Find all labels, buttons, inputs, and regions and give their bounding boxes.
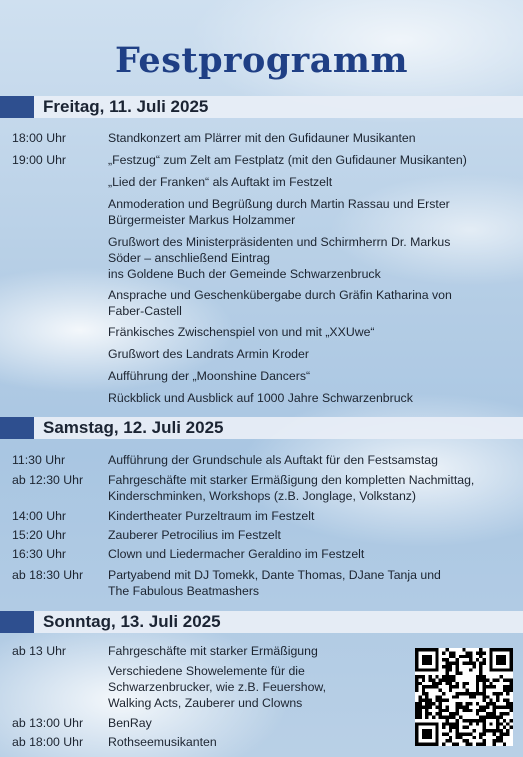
- program-time: 11:30 Uhr: [12, 453, 66, 467]
- description-line: Fahrgeschäfte mit starker Ermäßigung den kompletten Nachmittag,: [108, 473, 475, 487]
- program-description: [108, 234, 513, 282]
- program-description: [108, 472, 513, 504]
- description-line: Bürgermeister Markus Holzammer: [108, 213, 296, 227]
- day-header-friday: [0, 96, 523, 118]
- program-time: ab 18:00 Uhr: [12, 735, 84, 749]
- description-line: Rothseemusikanten: [108, 735, 217, 749]
- day-header-accent: [0, 96, 34, 118]
- program-time: 14:00 Uhr: [12, 509, 67, 523]
- description-line: Standkonzert am Plärrer mit den Gufidauner Musikanten: [108, 131, 416, 145]
- program-time: ab 12:30 Uhr: [12, 473, 84, 487]
- day-header-label: Freitag, 11. Juli 2025: [43, 97, 209, 116]
- day-header-accent: [0, 417, 34, 439]
- description-line: Anmoderation und Begrüßung durch Martin Rassau und Erster: [108, 197, 450, 211]
- description-line: Grußwort des Ministerpräsidenten und Schirmherrn Dr. Markus: [108, 235, 451, 249]
- description-line: Kindertheater Purzeltraum im Festzelt: [108, 509, 315, 523]
- qr-code-icon: [415, 648, 513, 746]
- program-time: 18:00 Uhr: [12, 131, 67, 145]
- description-line: The Fabulous Beatmashers: [108, 584, 260, 598]
- description-line: Zauberer Petrocilius im Festzelt: [108, 528, 281, 542]
- program-time: ab 18:30 Uhr: [12, 568, 84, 582]
- description-line: Verschiedene Showelemente für die: [108, 664, 305, 678]
- description-line: Fahrgeschäfte mit starker Ermäßigung: [108, 644, 318, 658]
- description-line: „Lied der Franken“ als Auftakt im Festzelt: [108, 175, 333, 189]
- program-description: [108, 390, 513, 406]
- program-time: 16:30 Uhr: [12, 547, 67, 561]
- program-description: [108, 346, 513, 362]
- page-title: Festprogramm: [115, 40, 408, 81]
- program-description: [108, 130, 513, 146]
- day-header-accent: [0, 611, 34, 633]
- program-time: 19:00 Uhr: [12, 153, 67, 167]
- description-line: Partyabend mit DJ Tomekk, Dante Thomas, DJane Tanja und: [108, 568, 441, 582]
- description-line: BenRay: [108, 716, 152, 730]
- program-time: ab 13 Uhr: [12, 644, 67, 658]
- description-line: Clown und Liedermacher Geraldino im Festzelt: [108, 547, 365, 561]
- program-description: [108, 287, 513, 319]
- day-header-saturday: [0, 417, 523, 439]
- description-line: „Festzug“ zum Zelt am Festplatz (mit den Gufidauner Musikanten): [108, 153, 467, 167]
- program-description: [108, 546, 513, 562]
- program-description: [108, 324, 513, 340]
- program-time: 15:20 Uhr: [12, 528, 67, 542]
- program-description: [108, 174, 513, 190]
- qr-code[interactable]: [415, 648, 513, 746]
- description-line: Aufführung der Grundschule als Auftakt für den Festsamstag: [108, 453, 438, 467]
- program-description: [108, 152, 513, 168]
- description-line: Walking Acts, Zauberer und Clowns: [108, 696, 303, 710]
- description-line: ins Goldene Buch der Gemeinde Schwarzenbruck: [108, 267, 381, 281]
- description-line: Kinderschminken, Workshops (z.B. Jonglage, Volkstanz): [108, 489, 417, 503]
- description-line: Aufführung der „Moonshine Dancers“: [108, 369, 311, 383]
- program-description: [108, 567, 513, 599]
- program-time: ab 13:00 Uhr: [12, 716, 84, 730]
- description-line: Faber-Castell: [108, 304, 182, 318]
- program-description: [108, 452, 513, 468]
- day-header-label: Samstag, 12. Juli 2025: [43, 418, 224, 437]
- day-header-sunday: [0, 611, 523, 633]
- description-line: Fränkisches Zwischenspiel von und mit „XXUwe“: [108, 325, 375, 339]
- program-description: [108, 196, 513, 228]
- description-line: Ansprache und Geschenkübergabe durch Gräfin Katharina von: [108, 288, 452, 302]
- description-line: Schwarzenbrucker, wie z.B. Feuershow,: [108, 680, 327, 694]
- description-line: Grußwort des Landrats Armin Kroder: [108, 347, 309, 361]
- program-description: [108, 508, 513, 524]
- program-description: [108, 527, 513, 543]
- description-line: Rückblick und Ausblick auf 1000 Jahre Schwarzenbruck: [108, 391, 413, 405]
- description-line: Söder – anschließend Eintrag: [108, 251, 271, 265]
- day-header-label: Sonntag, 13. Juli 2025: [43, 612, 221, 631]
- program-description: [108, 368, 513, 384]
